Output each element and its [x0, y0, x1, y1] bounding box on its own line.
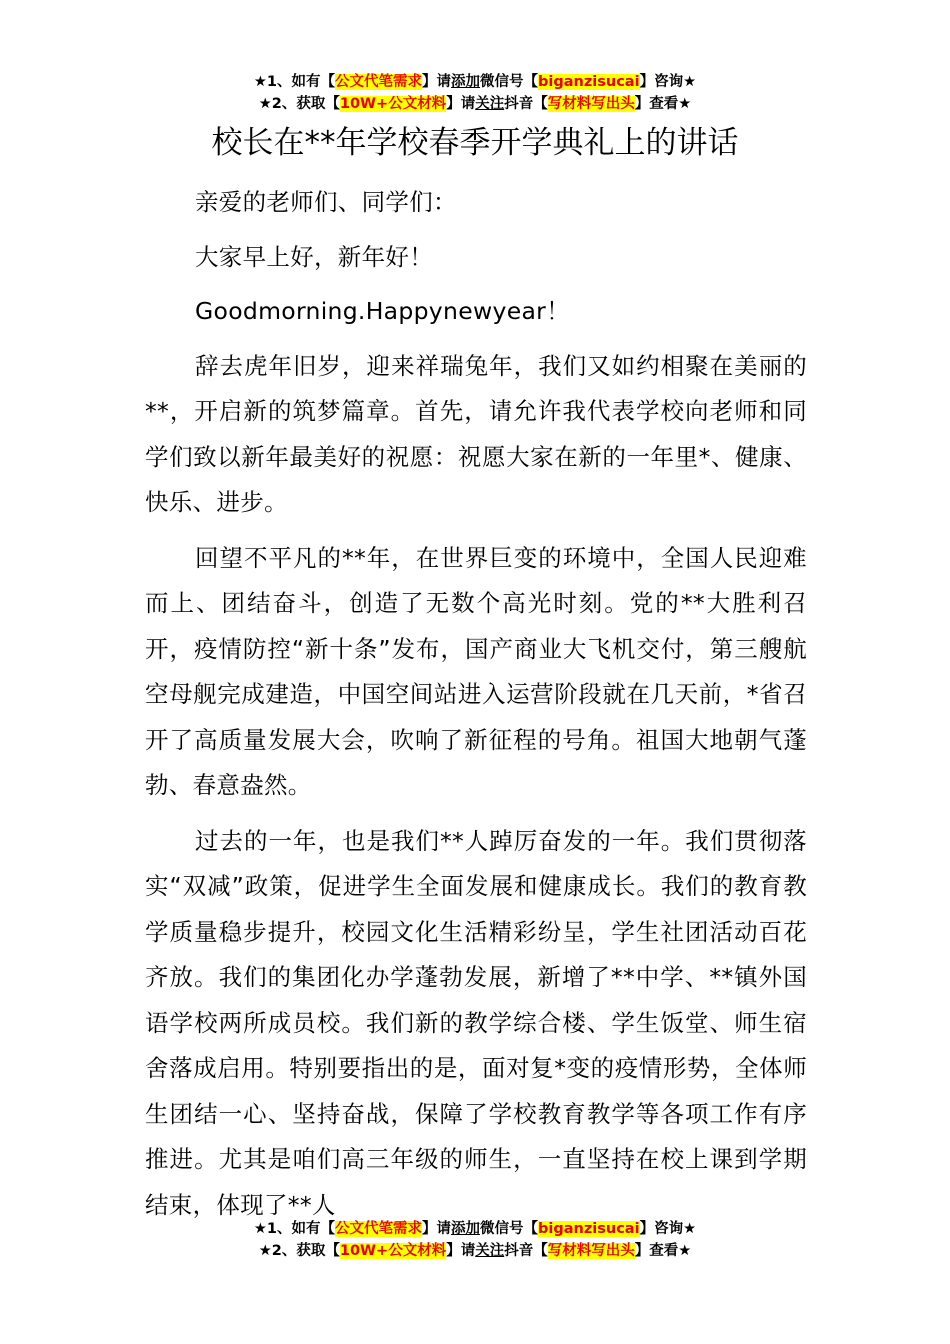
greeting-english: Goodmorning.Happynewyear！ [195, 297, 570, 325]
banner-line-1: ★1、如有【公文代笔需求】请添加微信号【biganzisucai】咨询★ [253, 1221, 697, 1237]
banner-highlight-materials: 10W+公文材料 [339, 96, 447, 112]
banner-line-1: ★1、如有【公文代笔需求】请添加微信号【biganzisucai】咨询★ [253, 74, 697, 90]
banner-highlight-douyin-account: 写材料写出头 [547, 1243, 635, 1259]
banner-highlight-wechat-id: biganzisucai [538, 1221, 640, 1237]
bottom-banner [0, 1218, 950, 1262]
body-paragraph: 回望不平凡的**年，在世界巨变的环境中，全国人民迎难而上、团结奋斗，创造了无数个高光时刻。党的**大胜利召开，疫情防控“新十条”发布，国产商业大飞机交付，第三艘航空母舰完成建造，中国空间站进入运营阶段就在几天前，*省召开了高质量发展大会，吹响了新征程的号角。祖国大地朝气蓬勃、春意盎然。 [145, 543, 807, 799]
document-body [145, 180, 807, 1228]
banner-line-2: ★2、获取【10W+公文材料】请关注抖音【写材料写出头】查看★ [258, 1243, 692, 1259]
banner-highlight-douyin-account: 写材料写出头 [547, 96, 635, 112]
body-paragraph: 辞去虎年旧岁，迎来祥瑞兔年，我们又如约相聚在美丽的**，开启新的筑梦篇章。首先，请允许我代表学校向老师和同学们致以新年最美好的祝愿：祝愿大家在新的一年里*、健康、快乐、进步。 [145, 351, 807, 516]
banner-highlight-writing-service: 公文代笔需求 [335, 74, 423, 90]
banner-line-2: ★2、获取【10W+公文材料】请关注抖音【写材料写出头】查看★ [258, 96, 692, 112]
greeting-chinese: 大家早上好，新年好！ [195, 242, 433, 271]
salutation: 亲爱的老师们、同学们： [195, 188, 457, 216]
banner-highlight-materials: 10W+公文材料 [339, 1243, 447, 1259]
banner-highlight-wechat-id: biganzisucai [538, 74, 640, 90]
document-title: 校长在**年学校春季开学典礼上的讲话 [211, 125, 739, 161]
top-banner [0, 71, 950, 115]
body-paragraph: 过去的一年，也是我们**人踔厉奋发的一年。我们贯彻落实“双减”政策，促进学生全面发展和健康成长。我们的教育教学质量稳步提升，校园文化生活精彩纷呈，学生社团活动百花齐放。我们的集团化办学蓬勃发展，新增了**中学、**镇外国语学校两所成员校。我们新的教学综合楼、学生饭堂、师生宿舍落成启用。特别要指出的是，面对复*变的疫情形势，全体师生团结一心、坚持奋战，保障了学校教育教学等各项工作有序推进。尤其是咱们高三年级的师生，一直坚持在校上课到学期结束，体现了**人 [145, 826, 807, 1219]
banner-highlight-writing-service: 公文代笔需求 [335, 1221, 423, 1237]
